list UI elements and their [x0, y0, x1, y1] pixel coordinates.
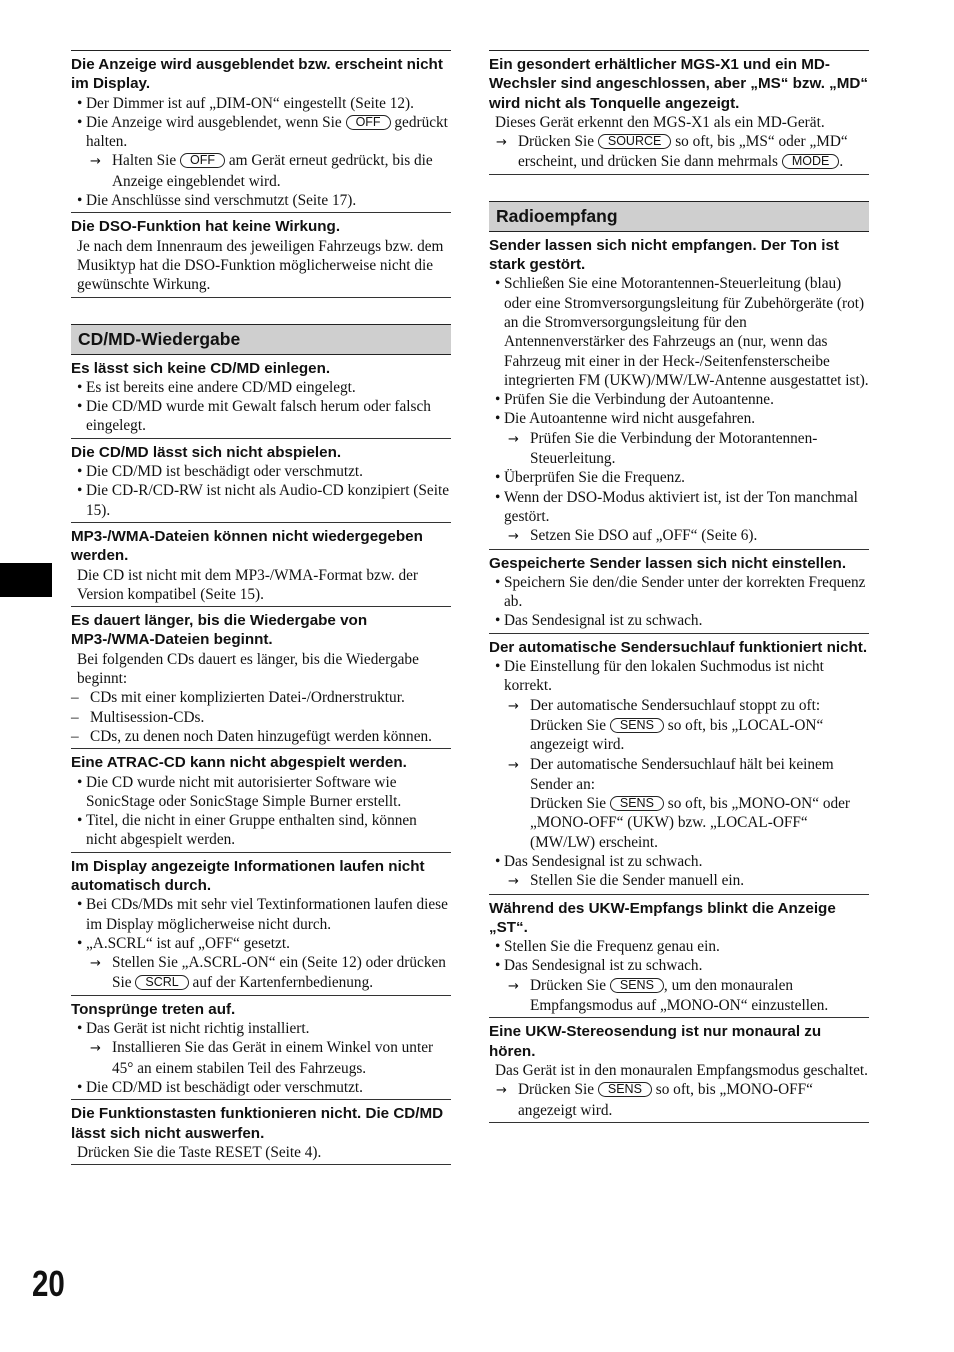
- dash-item: – Multisession-CDs.: [71, 708, 451, 727]
- bullet-item: • Der Dimmer ist auf „DIM-ON“ eingestellt (Seite 12).: [71, 94, 451, 113]
- entry-dso: [71, 212, 451, 297]
- sub-item: Drücken Sie SENS so oft, bis „MONO-ON“ oder „MONO-OFF“ (UKW) bzw. „LOCAL-OFF“ (MW/LW) erscheint.: [530, 795, 851, 851]
- entry-heading: Die Anzeige wird ausgeblendet bzw. erscheint nicht im Display.: [71, 56, 443, 93]
- arrow-item: → Setzen Sie DSO auf „OFF“ (Seite 6).: [489, 526, 869, 546]
- sens-key-label: SENS: [610, 718, 664, 733]
- arrow-item: → Prüfen Sie die Verbindung der Motorantennen-Steuerleitung.: [489, 429, 869, 469]
- section-tab-marker: [0, 563, 52, 597]
- bullet-item: • Das Gerät ist nicht richtig installiert.: [71, 1019, 451, 1038]
- source-key-label: SOURCE: [598, 134, 671, 149]
- section-heading-cd-md: CD/MD-Wiedergabe: [71, 324, 451, 355]
- entry-function-keys: [71, 1099, 451, 1165]
- sub-item: Drücken Sie SENS so oft, bis „LOCAL-ON“ angezeigt wird.: [530, 716, 824, 754]
- arrow-item: → Stellen Sie „A.SCRL-ON“ ein (Seite 12) oder drücken Sie SCRL auf der Kartenfernbedienung.: [71, 953, 451, 993]
- page-number: 20: [32, 1263, 65, 1304]
- dash-item: – CDs mit einer komplizierten Datei-/Ordnerstruktur.: [71, 688, 451, 707]
- bullet-item: • Das Sendesignal ist zu schwach.: [489, 956, 869, 975]
- entry-heading: Während des UKW-Empfangs blinkt die Anzeige „ST“.: [489, 899, 836, 936]
- sens-key-label: SENS: [610, 978, 664, 993]
- arrow-item: → Halten Sie OFF am Gerät erneut gedrückt, bis die Anzeige eingeblendet wird.: [71, 151, 451, 191]
- bullet-item: • Die CD/MD ist beschädigt oder verschmutzt.: [71, 462, 451, 481]
- bullet-item: • Die CD-R/CD-RW ist nicht als Audio-CD konzipiert (Seite 15).: [71, 481, 451, 520]
- entry-heading: MP3-/WMA-Dateien können nicht wiedergegeben werden.: [71, 527, 423, 565]
- entry-skips: [71, 995, 451, 1099]
- entry-heading: Die CD/MD lässt sich nicht abspielen.: [71, 443, 342, 461]
- arrow-item: → Drücken Sie SENS , um den monauralen Empfangsmodus auf „MONO-ON“ einzustellen.: [489, 976, 869, 1016]
- entry-mono: [489, 1017, 869, 1122]
- bullet-item: • „A.SCRL“ ist auf „OFF“ gesetzt.: [71, 934, 451, 953]
- entry-heading: Sender lassen sich nicht empfangen. Der Ton ist stark gestört.: [489, 236, 839, 274]
- paragraph: Bei folgenden CDs dauert es länger, bis die Wiedergabe beginnt:: [77, 650, 419, 688]
- entry-preset: [489, 549, 869, 633]
- arrow-item: → Stellen Sie die Sender manuell ein.: [489, 871, 869, 891]
- bullet-item: • Die Autoantenne wird nicht ausgefahren.: [489, 409, 869, 428]
- entry-heading: Tonsprünge treten auf.: [71, 1000, 236, 1018]
- entry-heading: Eine ATRAC-CD kann nicht abgespielt werden.: [71, 754, 407, 772]
- paragraph: Drücken Sie die Taste RESET (Seite 4).: [77, 1143, 322, 1161]
- right-column: [489, 50, 869, 1123]
- arrow-item: → Drücken Sie SOURCE so oft, bis „MS“ oder „MD“ erscheint, und drücken Sie dann mehrmals MODE .: [489, 132, 869, 172]
- paragraph: Die CD ist nicht mit dem MP3-/WMA-Format bzw. der Version kompatibel (Seite 15).: [77, 566, 419, 603]
- entry-no-reception: [489, 232, 869, 549]
- entry-heading: Eine UKW-Stereosendung ist nur monaural zu hören.: [489, 1023, 822, 1060]
- left-column: [71, 50, 451, 1165]
- entry-cd-insert: [71, 355, 451, 438]
- bullet-item: • Titel, die nicht in einer Gruppe enthalten sind, können nicht abgespielt werden.: [71, 811, 451, 850]
- entry-heading: Der automatische Sendersuchlauf funktioniert nicht.: [489, 638, 868, 656]
- entry-display-hidden: [71, 50, 451, 212]
- entry-heading: Die DSO-Funktion hat keine Wirkung.: [71, 218, 341, 236]
- entry-heading: Gespeicherte Sender lassen sich nicht einstellen.: [489, 554, 847, 572]
- entry-auto-tuning: [489, 633, 869, 894]
- bullet-item: • Das Sendesignal ist zu schwach.: [489, 852, 869, 871]
- entry-heading: Es dauert länger, bis die Wiedergabe von MP3-/WMA-Dateien beginnt.: [71, 612, 368, 649]
- bullet-item: • Das Sendesignal ist zu schwach.: [489, 611, 869, 630]
- bullet-item: • Bei CDs/MDs mit sehr viel Textinformationen laufen diese im Display möglicherweise nicht durch.: [71, 895, 451, 934]
- bullet-item: • Stellen Sie die Frequenz genau ein.: [489, 937, 869, 956]
- bullet-item: • Überprüfen Sie die Frequenz.: [489, 468, 869, 487]
- entry-mp3-wma: [71, 522, 451, 606]
- bullet-item: • Wenn der DSO-Modus aktiviert ist, ist der Ton manchmal gestört.: [489, 488, 869, 527]
- bullet-item: • Die CD/MD ist beschädigt oder verschmutzt.: [71, 1078, 451, 1097]
- arrow-item: → Installieren Sie das Gerät in einem Winkel von unter 45° an einem stabilen Teil des Fahrzeugs.: [71, 1038, 451, 1078]
- entry-heading: Die Funktionstasten funktionieren nicht. Die CD/MD lässt sich nicht auswerfen.: [71, 1105, 444, 1142]
- bullet-item: • Die Anzeige wird ausgeblendet, wenn Sie OFF gedrückt halten.: [71, 113, 451, 152]
- entry-mp3-delay: [71, 606, 451, 748]
- paragraph: Das Gerät ist in den monauralen Empfangsmodus geschaltet.: [495, 1061, 868, 1079]
- bullet-item: • Die Anschlüsse sind verschmutzt (Seite 17).: [71, 191, 451, 210]
- dash-item: – CDs, zu denen noch Daten hinzugefügt werden können.: [71, 727, 451, 746]
- off-key-label: OFF: [180, 153, 225, 168]
- scrl-key-label: SCRL: [135, 975, 188, 990]
- mode-key-label: MODE: [782, 154, 840, 169]
- bullet-item: • Die CD wurde nicht mit autorisierter Software wie SonicStage oder SonicStage Simple Burner erstellt.: [71, 773, 451, 812]
- entry-cd-play: [71, 438, 451, 522]
- bullet-item: • Speichern Sie den/die Sender unter der korrekten Frequenz ab.: [489, 573, 869, 612]
- bullet-item: • Die CD/MD wurde mit Gewalt falsch herum oder falsch eingelegt.: [71, 397, 451, 436]
- bullet-item: • Schließen Sie eine Motorantennen-Steuerleitung (blau) oder eine Stromversorgungsleitung für Zubehörgeräte (rot) an die Stromversorgungsleitung für den Antennenverstärker des Fahrzeugs an (nur, wenn das Fahrzeug mit einer in der Heck-/Seitenfensterscheibe integrierten FM (UKW)/MW/LW-Antenne ausgestattet ist).: [489, 274, 869, 390]
- entry-heading: Ein gesondert erhältlicher MGS-X1 und ein MD-Wechsler sind angeschlossen, aber „MS“ bzw. „MD“ wird nicht als Tonquelle angezeigt.: [489, 56, 868, 112]
- entry-scroll: [71, 852, 451, 995]
- bullet-item: • Die Einstellung für den lokalen Suchmodus ist nicht korrekt.: [489, 657, 869, 696]
- entry-st-blinks: [489, 894, 869, 1018]
- arrow-item: → Drücken Sie SENS so oft, bis „MONO-OFF“ angezeigt wird.: [489, 1080, 869, 1120]
- bullet-item: • Prüfen Sie die Verbindung der Autoantenne.: [489, 390, 869, 409]
- bullet-item: • Es ist bereits eine andere CD/MD eingelegt.: [71, 378, 451, 397]
- paragraph: Je nach dem Innenraum des jeweiligen Fahrzeugs bzw. dem Musiktyp hat die DSO-Funktion möglicherweise nicht die gewünschte Wirkung.: [77, 237, 444, 294]
- entry-heading: Im Display angezeigte Informationen laufen nicht automatisch durch.: [71, 857, 425, 894]
- sens-key-label: SENS: [610, 796, 664, 811]
- entry-mgs-x1: [489, 50, 869, 175]
- paragraph: Dieses Gerät erkennt den MGS-X1 als ein MD-Gerät.: [495, 113, 825, 131]
- section-heading-radio: Radioempfang: [489, 201, 869, 232]
- sens-key-label: SENS: [598, 1082, 652, 1097]
- entry-atrac: [71, 748, 451, 851]
- arrow-item: → Der automatische Sendersuchlauf stoppt zu oft:: [489, 696, 869, 716]
- arrow-item: → Der automatische Sendersuchlauf hält bei keinem Sender an:: [489, 755, 869, 795]
- off-key-label: OFF: [346, 115, 391, 130]
- entry-heading: Es lässt sich keine CD/MD einlegen.: [71, 359, 331, 377]
